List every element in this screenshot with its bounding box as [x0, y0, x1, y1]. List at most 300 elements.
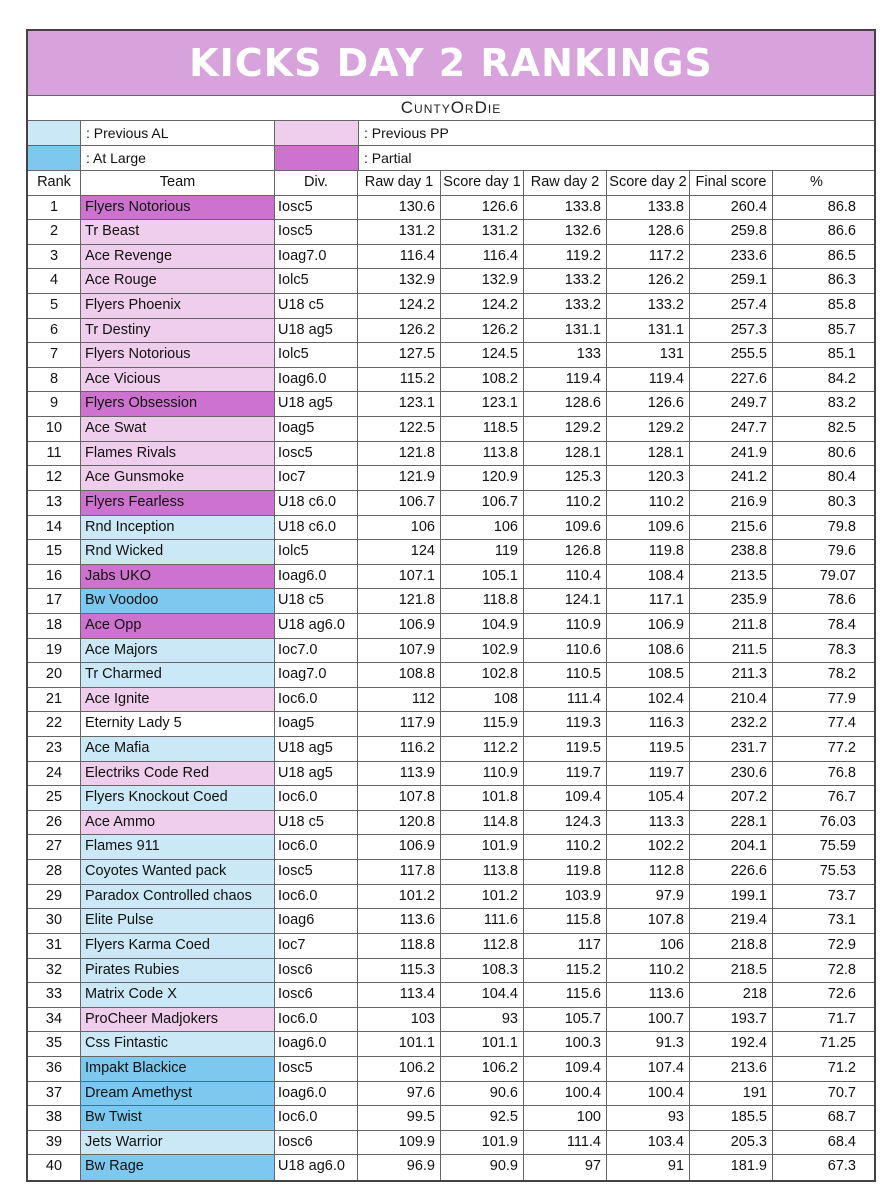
final-score-cell: 233.6 — [690, 245, 773, 269]
team-cell: Electriks Code Red — [81, 762, 275, 786]
page-title: KICKS DAY 2 RANKINGS — [28, 31, 874, 96]
final-score-cell: 193.7 — [690, 1008, 773, 1032]
table-row — [28, 491, 874, 516]
table-row — [28, 934, 874, 959]
header-raw-day-1: Raw day 1 — [358, 171, 441, 195]
raw-day-1-cell: 106.2 — [358, 1057, 441, 1081]
percent-cell: 78.6 — [827, 592, 856, 609]
final-score-cell: 218.5 — [690, 959, 773, 983]
percent-cell: 80.4 — [827, 469, 856, 486]
rank-cell: 17 — [28, 589, 81, 613]
percent-cell: 78.2 — [827, 666, 856, 683]
percent-cell: 86.8 — [827, 198, 856, 215]
raw-day-1-cell: 109.9 — [358, 1131, 441, 1155]
score-day-2-cell: 126.2 — [607, 269, 690, 293]
percent-cell: 79.07 — [819, 567, 856, 584]
rank-cell: 18 — [28, 614, 81, 638]
division-cell: Ioag6.0 — [275, 1032, 358, 1056]
raw-day-1-cell: 117.8 — [358, 860, 441, 884]
division-cell: Iosc5 — [275, 196, 358, 220]
rank-cell: 26 — [28, 811, 81, 835]
final-score-cell: 226.6 — [690, 860, 773, 884]
division-cell: Iosc5 — [275, 220, 358, 244]
raw-day-2-cell: 115.6 — [524, 983, 607, 1007]
team-cell: Flyers Obsession — [81, 392, 275, 416]
final-score-cell: 191 — [690, 1082, 773, 1106]
raw-day-1-cell: 101.2 — [358, 885, 441, 909]
score-day-2-cell: 102.2 — [607, 835, 690, 859]
percent-cell: 75.53 — [819, 863, 856, 880]
division-cell: Ioag7.0 — [275, 245, 358, 269]
team-cell: Tr Beast — [81, 220, 275, 244]
raw-day-1-cell: 101.1 — [358, 1032, 441, 1056]
score-day-2-cell: 91 — [607, 1155, 690, 1180]
division-cell: Ioag5 — [275, 712, 358, 736]
team-cell: Ace Swat — [81, 417, 275, 441]
score-day-1-cell: 93 — [441, 1008, 524, 1032]
header-score-day-1: Score day 1 — [441, 171, 524, 195]
rank-cell: 15 — [28, 540, 81, 564]
raw-day-1-cell: 123.1 — [358, 392, 441, 416]
percent-cell: 70.7 — [827, 1084, 856, 1101]
score-day-2-cell: 117.1 — [607, 589, 690, 613]
percent-cell: 84.2 — [827, 370, 856, 387]
legend-label-previous-al: : Previous AL — [81, 121, 275, 145]
header-percent: % — [810, 174, 823, 190]
raw-day-2-cell: 119.4 — [524, 368, 607, 392]
raw-day-1-cell: 106.7 — [358, 491, 441, 515]
raw-day-2-cell: 133.8 — [524, 196, 607, 220]
table-row — [28, 368, 874, 393]
raw-day-2-cell: 110.4 — [524, 565, 607, 589]
final-score-cell: 185.5 — [690, 1106, 773, 1130]
raw-day-2-cell: 110.2 — [524, 835, 607, 859]
table-row — [28, 639, 874, 664]
score-day-2-cell: 105.4 — [607, 786, 690, 810]
final-score-cell: 216.9 — [690, 491, 773, 515]
team-cell: Ace Rouge — [81, 269, 275, 293]
score-day-1-cell: 106.2 — [441, 1057, 524, 1081]
score-day-2-cell: 91.3 — [607, 1032, 690, 1056]
percent-cell: 72.9 — [827, 936, 856, 953]
division-cell: Ioag6 — [275, 909, 358, 933]
header-team: Team — [81, 171, 275, 195]
score-day-2-cell: 108.4 — [607, 565, 690, 589]
score-day-1-cell: 106.7 — [441, 491, 524, 515]
raw-day-1-cell: 115.3 — [358, 959, 441, 983]
division-cell: Ioc6.0 — [275, 1008, 358, 1032]
raw-day-2-cell: 129.2 — [524, 417, 607, 441]
rank-cell: 16 — [28, 565, 81, 589]
table-row — [28, 614, 874, 639]
raw-day-2-cell: 124.1 — [524, 589, 607, 613]
score-day-2-cell: 119.7 — [607, 762, 690, 786]
table-row — [28, 835, 874, 860]
team-cell: Flyers Notorious — [81, 196, 275, 220]
division-cell: Ioc6.0 — [275, 688, 358, 712]
raw-day-1-cell: 124.2 — [358, 294, 441, 318]
raw-day-1-cell: 115.2 — [358, 368, 441, 392]
raw-day-2-cell: 97 — [524, 1155, 607, 1180]
final-score-cell: 249.7 — [690, 392, 773, 416]
rank-cell: 3 — [28, 245, 81, 269]
team-cell: Tr Charmed — [81, 663, 275, 687]
percent-cell: 82.5 — [827, 420, 856, 437]
score-day-1-cell: 90.9 — [441, 1155, 524, 1180]
division-cell: U18 ag5 — [275, 737, 358, 761]
table-row — [28, 1131, 874, 1156]
score-day-2-cell: 133.2 — [607, 294, 690, 318]
raw-day-2-cell: 100.3 — [524, 1032, 607, 1056]
raw-day-1-cell: 131.2 — [358, 220, 441, 244]
rank-cell: 2 — [28, 220, 81, 244]
final-score-cell: 199.1 — [690, 885, 773, 909]
raw-day-2-cell: 105.7 — [524, 1008, 607, 1032]
team-cell: Tr Destiny — [81, 319, 275, 343]
raw-day-2-cell: 110.9 — [524, 614, 607, 638]
score-day-2-cell: 113.3 — [607, 811, 690, 835]
final-score-cell: 181.9 — [690, 1155, 773, 1180]
rank-cell: 36 — [28, 1057, 81, 1081]
score-day-2-cell: 117.2 — [607, 245, 690, 269]
score-day-2-cell: 126.6 — [607, 392, 690, 416]
score-day-1-cell: 102.8 — [441, 663, 524, 687]
score-day-1-cell: 116.4 — [441, 245, 524, 269]
final-score-cell: 205.3 — [690, 1131, 773, 1155]
team-cell: Dream Amethyst — [81, 1082, 275, 1106]
final-score-cell: 255.5 — [690, 343, 773, 367]
final-score-cell: 257.3 — [690, 319, 773, 343]
division-cell: Ioc7.0 — [275, 639, 358, 663]
rank-cell: 10 — [28, 417, 81, 441]
raw-day-1-cell: 116.4 — [358, 245, 441, 269]
score-day-1-cell: 126.6 — [441, 196, 524, 220]
team-cell: Ace Mafia — [81, 737, 275, 761]
rank-cell: 4 — [28, 269, 81, 293]
table-row — [28, 1008, 874, 1033]
rank-cell: 5 — [28, 294, 81, 318]
raw-day-2-cell: 110.2 — [524, 491, 607, 515]
team-cell: Matrix Code X — [81, 983, 275, 1007]
score-day-2-cell: 119.8 — [607, 540, 690, 564]
legend-label-partial: : Partial — [364, 150, 412, 166]
score-day-1-cell: 120.9 — [441, 466, 524, 490]
percent-cell: 78.4 — [827, 616, 856, 633]
rank-cell: 39 — [28, 1131, 81, 1155]
final-score-cell: 241.2 — [690, 466, 773, 490]
percent-cell: 72.6 — [827, 986, 856, 1003]
final-score-cell: 210.4 — [690, 688, 773, 712]
table-header-row — [28, 171, 874, 196]
raw-day-1-cell: 117.9 — [358, 712, 441, 736]
score-day-2-cell: 97.9 — [607, 885, 690, 909]
raw-day-2-cell: 111.4 — [524, 1131, 607, 1155]
final-score-cell: 259.8 — [690, 220, 773, 244]
raw-day-1-cell: 124 — [358, 540, 441, 564]
team-cell: Flyers Fearless — [81, 491, 275, 515]
division-cell: U18 ag5 — [275, 392, 358, 416]
raw-day-2-cell: 100 — [524, 1106, 607, 1130]
score-day-1-cell: 112.8 — [441, 934, 524, 958]
percent-cell: 83.2 — [827, 395, 856, 412]
rank-cell: 11 — [28, 442, 81, 466]
division-cell: Ioc7 — [275, 466, 358, 490]
percent-cell: 85.7 — [827, 321, 856, 338]
raw-day-2-cell: 115.8 — [524, 909, 607, 933]
score-day-1-cell: 123.1 — [441, 392, 524, 416]
final-score-cell: 231.7 — [690, 737, 773, 761]
rank-cell: 38 — [28, 1106, 81, 1130]
rank-cell: 27 — [28, 835, 81, 859]
score-day-1-cell: 118.5 — [441, 417, 524, 441]
raw-day-1-cell: 126.2 — [358, 319, 441, 343]
percent-cell: 85.1 — [827, 346, 856, 363]
raw-day-1-cell: 121.8 — [358, 442, 441, 466]
raw-day-1-cell: 121.9 — [358, 466, 441, 490]
legend-row-1 — [28, 121, 874, 146]
raw-day-2-cell: 119.8 — [524, 860, 607, 884]
raw-day-2-cell: 109.6 — [524, 516, 607, 540]
team-cell: Ace Vicious — [81, 368, 275, 392]
score-day-1-cell: 118.8 — [441, 589, 524, 613]
score-day-1-cell: 108 — [441, 688, 524, 712]
percent-cell: 77.9 — [827, 690, 856, 707]
raw-day-1-cell: 107.1 — [358, 565, 441, 589]
final-score-cell: 219.4 — [690, 909, 773, 933]
rankings-table — [28, 171, 874, 1180]
score-day-1-cell: 126.2 — [441, 319, 524, 343]
raw-day-2-cell: 119.7 — [524, 762, 607, 786]
team-cell: ProCheer Madjokers — [81, 1008, 275, 1032]
raw-day-1-cell: 118.8 — [358, 934, 441, 958]
raw-day-2-cell: 126.8 — [524, 540, 607, 564]
raw-day-2-cell: 131.1 — [524, 319, 607, 343]
division-cell: Ioag6.0 — [275, 368, 358, 392]
final-score-cell: 232.2 — [690, 712, 773, 736]
division-cell: Iolc5 — [275, 343, 358, 367]
score-day-2-cell: 108.5 — [607, 663, 690, 687]
rank-cell: 1 — [28, 196, 81, 220]
percent-cell: 76.7 — [827, 789, 856, 806]
score-day-2-cell: 106 — [607, 934, 690, 958]
table-row — [28, 343, 874, 368]
legend-swatch-partial — [275, 146, 359, 170]
score-day-2-cell: 119.4 — [607, 368, 690, 392]
header-rank: Rank — [28, 171, 81, 195]
raw-day-2-cell: 111.4 — [524, 688, 607, 712]
division-cell: U18 c5 — [275, 811, 358, 835]
final-score-cell: 235.9 — [690, 589, 773, 613]
team-cell: Bw Rage — [81, 1155, 275, 1180]
raw-day-1-cell: 113.6 — [358, 909, 441, 933]
raw-day-2-cell: 117 — [524, 934, 607, 958]
raw-day-2-cell: 119.2 — [524, 245, 607, 269]
table-row — [28, 959, 874, 984]
percent-cell: 86.5 — [827, 247, 856, 264]
table-row — [28, 196, 874, 221]
table-row — [28, 1155, 874, 1180]
score-day-1-cell: 101.2 — [441, 885, 524, 909]
score-day-2-cell: 129.2 — [607, 417, 690, 441]
score-day-1-cell: 113.8 — [441, 860, 524, 884]
table-row — [28, 442, 874, 467]
raw-day-1-cell: 99.5 — [358, 1106, 441, 1130]
division-cell: Iolc5 — [275, 269, 358, 293]
team-cell: Flames Rivals — [81, 442, 275, 466]
rank-cell: 30 — [28, 909, 81, 933]
final-score-cell: 213.5 — [690, 565, 773, 589]
raw-day-2-cell: 133 — [524, 343, 607, 367]
table-row — [28, 860, 874, 885]
division-cell: Ioag6.0 — [275, 565, 358, 589]
rank-cell: 37 — [28, 1082, 81, 1106]
percent-cell: 68.7 — [827, 1109, 856, 1126]
table-row — [28, 663, 874, 688]
raw-day-2-cell: 124.3 — [524, 811, 607, 835]
table-row — [28, 540, 874, 565]
score-day-2-cell: 93 — [607, 1106, 690, 1130]
final-score-cell: 247.7 — [690, 417, 773, 441]
score-day-1-cell: 113.8 — [441, 442, 524, 466]
percent-cell: 80.6 — [827, 444, 856, 461]
legend-row-2 — [28, 146, 874, 171]
rank-cell: 7 — [28, 343, 81, 367]
rank-cell: 21 — [28, 688, 81, 712]
table-row — [28, 737, 874, 762]
table-row — [28, 1106, 874, 1131]
score-day-1-cell: 106 — [441, 516, 524, 540]
table-row — [28, 516, 874, 541]
table-row — [28, 589, 874, 614]
team-cell: Jets Warrior — [81, 1131, 275, 1155]
table-row — [28, 712, 874, 737]
percent-cell: 76.8 — [827, 764, 856, 781]
score-day-2-cell: 120.3 — [607, 466, 690, 490]
score-day-2-cell: 108.6 — [607, 639, 690, 663]
raw-day-2-cell: 133.2 — [524, 269, 607, 293]
raw-day-2-cell: 100.4 — [524, 1082, 607, 1106]
division-cell: Ioc6.0 — [275, 786, 358, 810]
rankings-sheet — [26, 29, 876, 1182]
final-score-cell: 257.4 — [690, 294, 773, 318]
rank-cell: 29 — [28, 885, 81, 909]
percent-cell: 73.1 — [827, 912, 856, 929]
rank-cell: 34 — [28, 1008, 81, 1032]
rank-cell: 28 — [28, 860, 81, 884]
team-cell: Ace Ammo — [81, 811, 275, 835]
score-day-1-cell: 124.2 — [441, 294, 524, 318]
score-day-1-cell: 132.9 — [441, 269, 524, 293]
score-day-1-cell: 124.5 — [441, 343, 524, 367]
table-row — [28, 786, 874, 811]
final-score-cell: 227.6 — [690, 368, 773, 392]
score-day-2-cell: 107.4 — [607, 1057, 690, 1081]
percent-cell: 68.4 — [827, 1133, 856, 1150]
table-row — [28, 885, 874, 910]
score-day-2-cell: 131 — [607, 343, 690, 367]
rank-cell: 33 — [28, 983, 81, 1007]
score-day-2-cell: 119.5 — [607, 737, 690, 761]
rank-cell: 23 — [28, 737, 81, 761]
team-cell: Pirates Rubies — [81, 959, 275, 983]
score-day-2-cell: 113.6 — [607, 983, 690, 1007]
score-day-2-cell: 109.6 — [607, 516, 690, 540]
division-cell: U18 c6.0 — [275, 516, 358, 540]
raw-day-1-cell: 106.9 — [358, 614, 441, 638]
division-cell: Ioc6.0 — [275, 835, 358, 859]
score-day-2-cell: 128.6 — [607, 220, 690, 244]
rank-cell: 13 — [28, 491, 81, 515]
raw-day-1-cell: 112 — [358, 688, 441, 712]
percent-cell: 75.59 — [819, 838, 856, 855]
header-raw-day-2: Raw day 2 — [524, 171, 607, 195]
score-day-1-cell: 92.5 — [441, 1106, 524, 1130]
rank-cell: 22 — [28, 712, 81, 736]
final-score-cell: 228.1 — [690, 811, 773, 835]
rank-cell: 12 — [28, 466, 81, 490]
team-cell: Eternity Lady 5 — [81, 712, 275, 736]
percent-cell: 73.7 — [827, 887, 856, 904]
division-cell: Ioc7 — [275, 934, 358, 958]
table-row — [28, 1082, 874, 1107]
score-day-1-cell: 131.2 — [441, 220, 524, 244]
score-day-1-cell: 115.9 — [441, 712, 524, 736]
rank-cell: 9 — [28, 392, 81, 416]
division-cell: Iosc5 — [275, 442, 358, 466]
division-cell: U18 ag6.0 — [275, 614, 358, 638]
division-cell: U18 ag6.0 — [275, 1155, 358, 1180]
raw-day-2-cell: 128.6 — [524, 392, 607, 416]
header-final-score: Final score — [690, 171, 773, 195]
raw-day-2-cell: 125.3 — [524, 466, 607, 490]
table-row — [28, 565, 874, 590]
author-subtitle: CuntyOrDie — [28, 96, 874, 121]
percent-cell: 77.4 — [827, 715, 856, 732]
raw-day-2-cell: 109.4 — [524, 786, 607, 810]
division-cell: U18 ag5 — [275, 319, 358, 343]
team-cell: Ace Majors — [81, 639, 275, 663]
raw-day-1-cell: 107.9 — [358, 639, 441, 663]
division-cell: U18 c6.0 — [275, 491, 358, 515]
division-cell: Iosc5 — [275, 1057, 358, 1081]
team-cell: Bw Voodoo — [81, 589, 275, 613]
table-row — [28, 294, 874, 319]
division-cell: Ioag7.0 — [275, 663, 358, 687]
raw-day-1-cell: 116.2 — [358, 737, 441, 761]
score-day-2-cell: 128.1 — [607, 442, 690, 466]
percent-cell: 67.3 — [827, 1158, 856, 1175]
score-day-1-cell: 101.9 — [441, 835, 524, 859]
raw-day-2-cell: 119.3 — [524, 712, 607, 736]
division-cell: Iolc5 — [275, 540, 358, 564]
rank-cell: 31 — [28, 934, 81, 958]
division-cell: Ioag5 — [275, 417, 358, 441]
percent-cell: 80.3 — [827, 493, 856, 510]
team-cell: Flames 911 — [81, 835, 275, 859]
percent-cell: 71.2 — [827, 1059, 856, 1076]
final-score-cell: 215.6 — [690, 516, 773, 540]
final-score-cell: 260.4 — [690, 196, 773, 220]
score-day-2-cell: 131.1 — [607, 319, 690, 343]
division-cell: Ioc6.0 — [275, 1106, 358, 1130]
division-cell: Iosc6 — [275, 983, 358, 1007]
team-cell: Elite Pulse — [81, 909, 275, 933]
score-day-1-cell: 90.6 — [441, 1082, 524, 1106]
header-score-day-2: Score day 2 — [607, 171, 690, 195]
raw-day-1-cell: 113.4 — [358, 983, 441, 1007]
team-cell: Flyers Karma Coed — [81, 934, 275, 958]
division-cell: U18 c5 — [275, 294, 358, 318]
